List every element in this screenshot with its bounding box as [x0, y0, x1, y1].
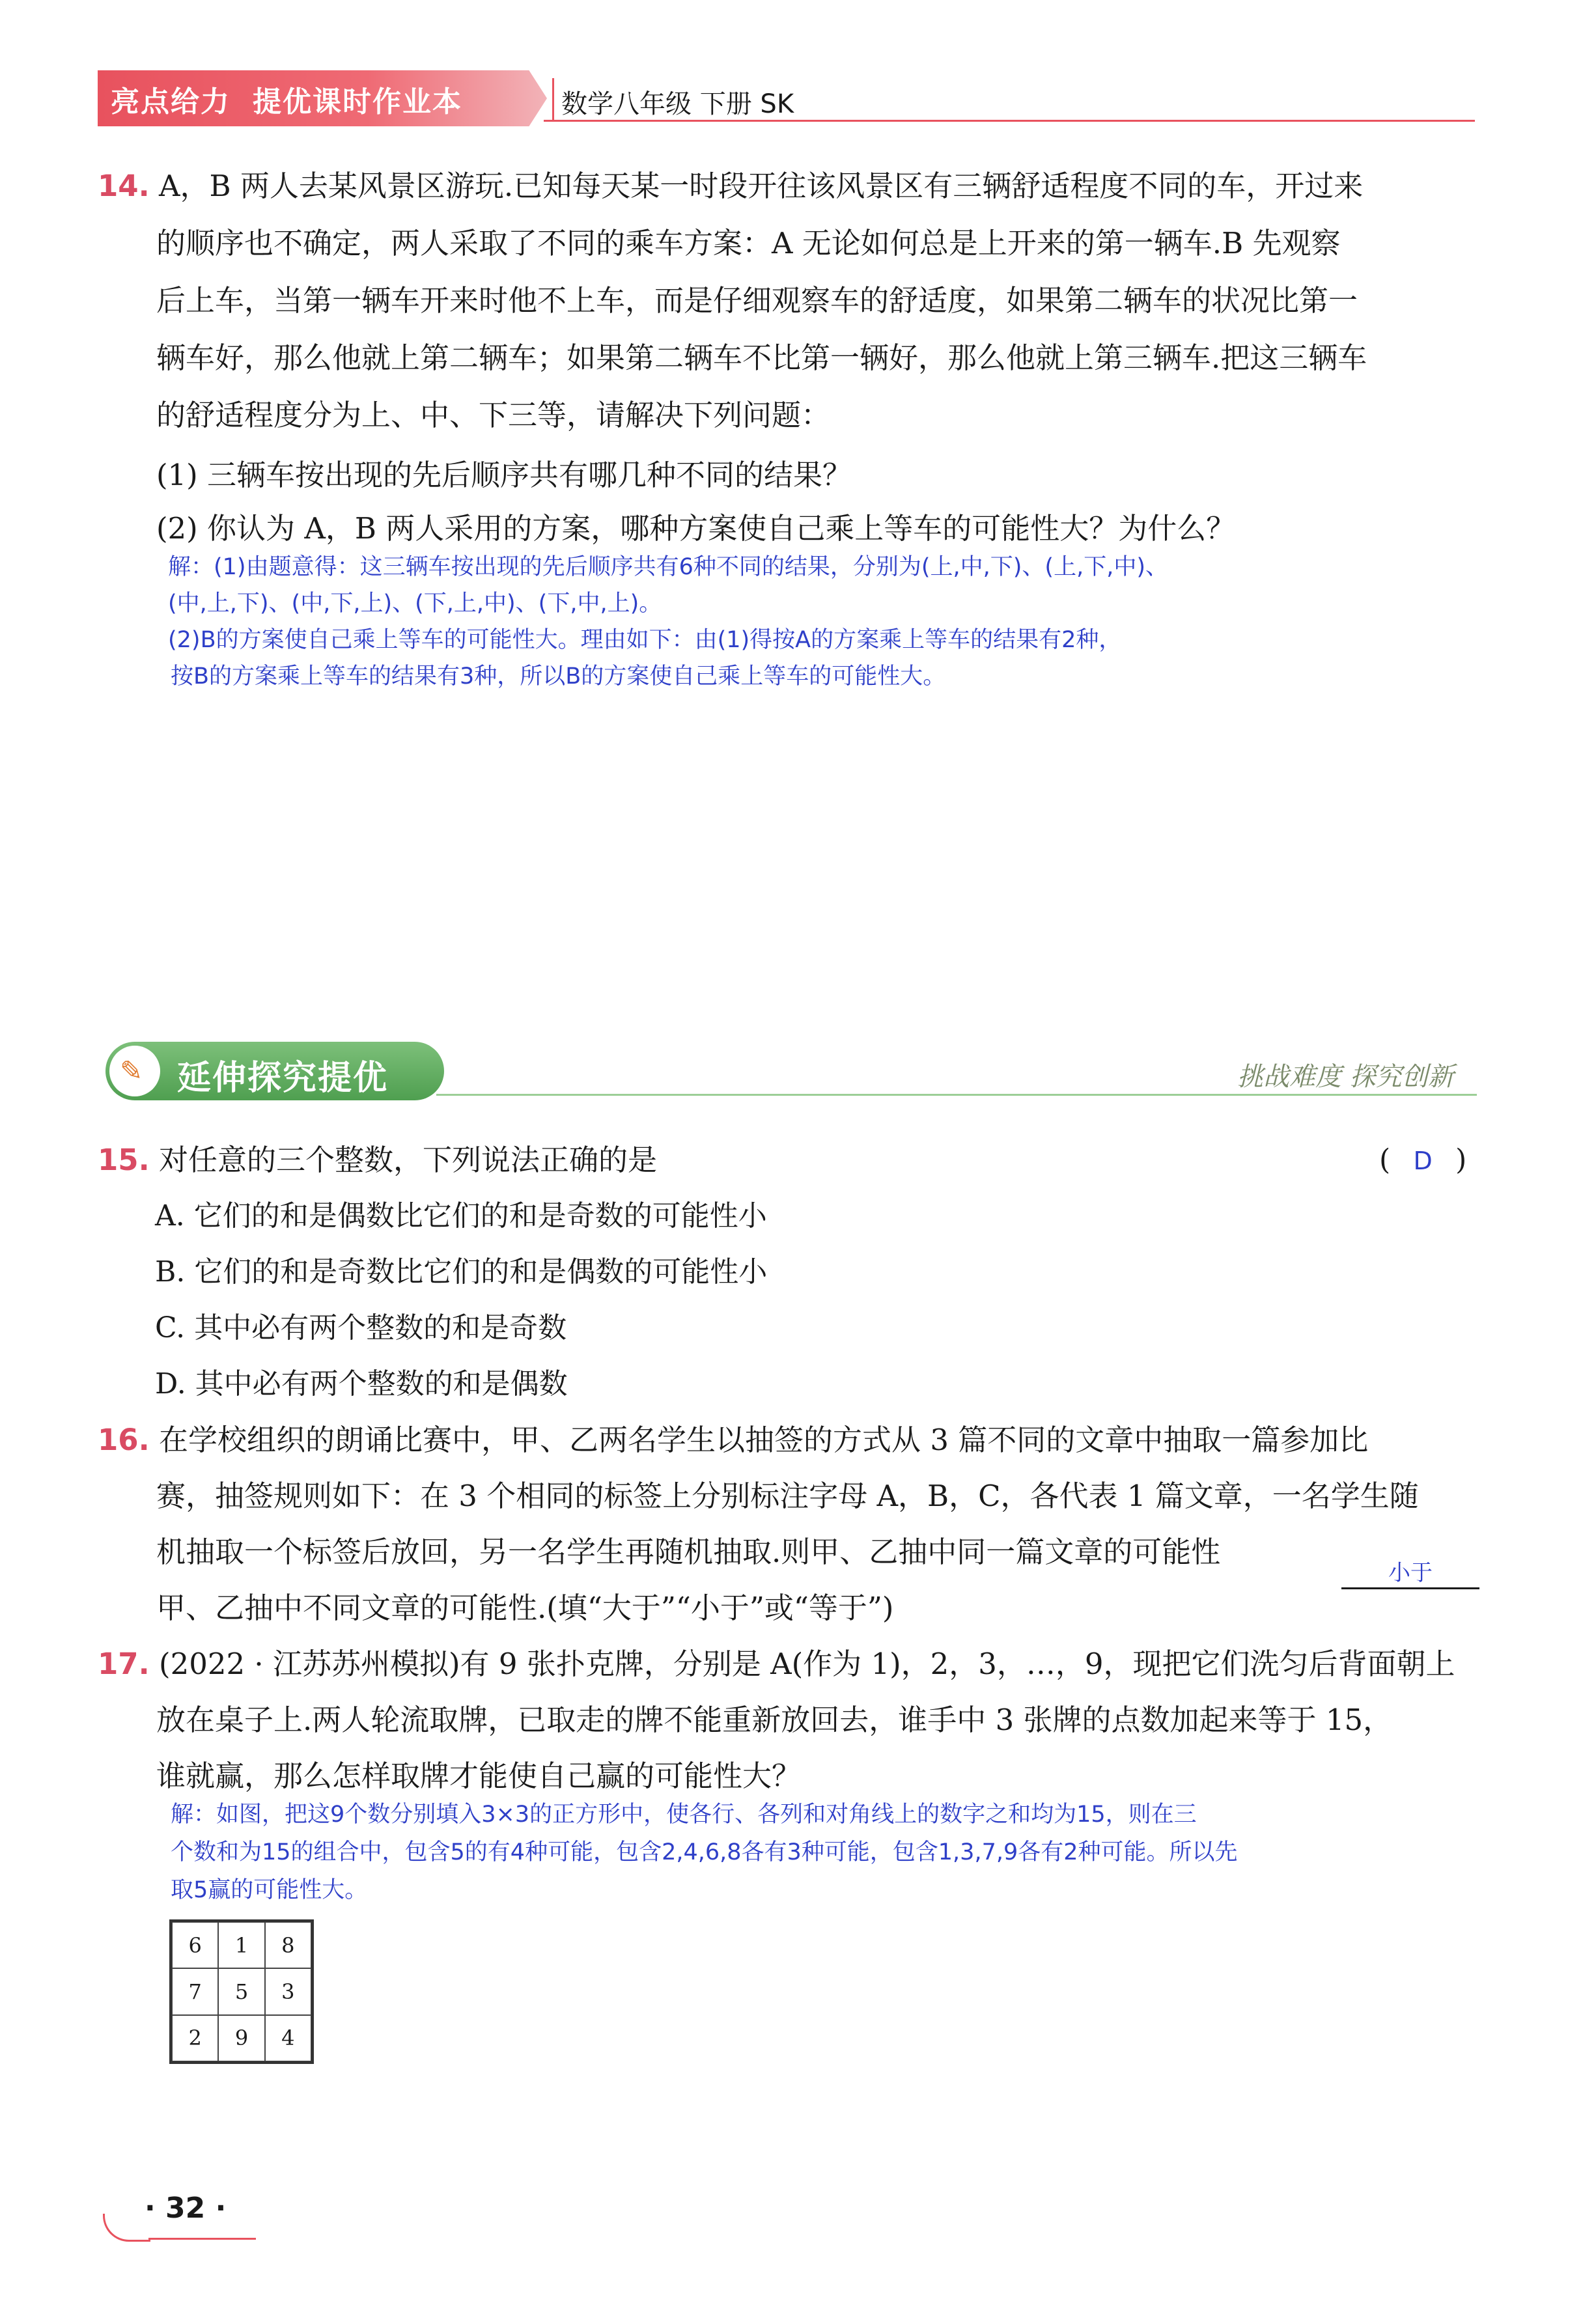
page-number: · 32 · — [145, 2192, 227, 2225]
magic-square-grid — [169, 1919, 314, 2064]
q17-line-3: 谁就赢，那么怎样取牌才能使自己赢的可能性大？ — [156, 1759, 802, 1793]
q17-answer-1: 解：如图，把这9个数分别填入3×3的正方形中，使各行、各列和对角线上的数字之和均为15，则在三 — [171, 1802, 1197, 1828]
paren-open: ( — [1379, 1143, 1391, 1177]
q17-line-2: 放在桌子上.两人轮流取牌，已取走的牌不能重新放回去，谁手中 3 张牌的点数加起来等于 15， — [156, 1703, 1393, 1737]
page-number-curve — [103, 2214, 150, 2242]
grid-cell: 3 — [265, 1968, 311, 2014]
q14-answer-3: (2)B的方案使自己乘上等车的可能性大。理由如下：由(1)得按A的方案乘上等车的结果有2种， — [168, 627, 1122, 653]
grid-cell: 4 — [265, 2015, 311, 2061]
grid-cell: 7 — [172, 1968, 218, 2014]
q16-line-4: 甲、乙抽中不同文章的可能性.(填“大于”“小于”或“等于”) — [156, 1591, 894, 1625]
paren-close: ) — [1455, 1143, 1467, 1177]
q15-stem: 对任意的三个整数，下列说法正确的是 — [159, 1143, 658, 1177]
grid-cell: 8 — [265, 1922, 311, 1968]
q17-answer-3: 取5赢的可能性大。 — [171, 1877, 368, 1903]
section-rule — [436, 1094, 1477, 1096]
q15-number: 15. — [98, 1143, 150, 1177]
grid-cell: 5 — [218, 1968, 264, 2014]
grid-cell: 6 — [172, 1922, 218, 1968]
q17-answer-2: 个数和为15的组合中，包含5的有4种可能，包含2,4,6,8各有3种可能，包含1,3,7,9各有2种可能。所以先 — [171, 1839, 1238, 1865]
q14-line-3: 后上车，当第一辆车开来时他不上车，而是仔细观察车的舒适度，如果第二辆车的状况比第一 — [156, 283, 1358, 318]
q14-line-2: 的顺序也不确定，两人采取了不同的乘车方案：A 无论如何总是上开来的第一辆车.B 先观察 — [156, 226, 1341, 260]
q14-answer-4: 按B的方案乘上等车的结果有3种，所以B的方案使自己乘上等车的可能性大。 — [171, 663, 946, 690]
section-title: 延伸探究提优 — [177, 1059, 389, 1098]
brand-left: 亮点给力 — [111, 85, 231, 118]
q14-sub1: (1) 三辆车按出现的先后顺序共有哪几种不同的结果？ — [156, 458, 852, 492]
header-divider — [552, 78, 554, 120]
q15-answer: D — [1413, 1147, 1433, 1175]
q15-stem-line — [98, 1141, 1420, 1180]
header-rule — [544, 120, 1475, 122]
q17-line-1 — [98, 1645, 1455, 1684]
q14-sub2: (2) 你认为 A，B 两人采用的方案，哪种方案使自己乘上等车的可能性大？为什么？ — [156, 511, 1236, 546]
q14-number: 14. — [98, 169, 150, 203]
q16-text: 在学校组织的朗诵比赛中，甲、乙两名学生以抽签的方式从 3 篇不同的文章中抽取一篇参加比 — [159, 1423, 1369, 1457]
book-label: 数学八年级 下册 SK — [561, 89, 794, 119]
q15-answer-paren — [1379, 1141, 1466, 1180]
section-tagline: 挑战难度 探究创新 — [1237, 1062, 1454, 1092]
q14-line-4: 辆车好，那么他就上第二辆车；如果第二辆车不比第一辆好，那么他就上第三辆车.把这三辆车 — [156, 341, 1367, 375]
q15-option-d: D. 其中必有两个整数的和是偶数 — [155, 1367, 568, 1400]
q15-option-a: A. 它们的和是偶数比它们的和是奇数的可能性小 — [155, 1199, 767, 1233]
q15-option-c: C. 其中必有两个整数的和是奇数 — [155, 1311, 567, 1345]
grid-cell: 2 — [172, 2015, 218, 2061]
header-brand — [111, 78, 462, 120]
q14-text: A，B 两人去某风景区游玩.已知每天某一时段开往该风景区有三辆舒适程度不同的车，开过来 — [159, 169, 1364, 203]
q16-number: 16. — [98, 1423, 150, 1457]
brand-right: 提优课时作业本 — [253, 85, 462, 118]
q14-line-5: 的舒适程度分为上、中、下三等，请解决下列问题： — [156, 398, 831, 432]
grid-cell: 9 — [218, 2015, 264, 2061]
q16-line-1 — [98, 1421, 1420, 1460]
q16-answer-blank — [1341, 1560, 1479, 1589]
q14-answer-1: 解：(1)由题意得：这三辆车按出现的先后顺序共有6种不同的结果，分别为(上,中,下)、(上,下,中)、 — [168, 554, 1168, 580]
q16-line-2: 赛，抽签规则如下：在 3 个相同的标签上分别标注字母 A，B，C，各代表 1 篇文章，一名学生随 — [156, 1479, 1419, 1513]
page-number-rule — [148, 2238, 256, 2240]
book-pencil-icon: ✎ — [120, 1055, 143, 1087]
q17-number: 17. — [98, 1647, 150, 1681]
q17-text: (2022 · 江苏苏州模拟)有 9 张扑克牌，分别是 A(作为 1)，2，3，…，9，现把它们洗匀后背面朝上 — [159, 1647, 1455, 1681]
q14-line-1 — [98, 167, 1420, 206]
q16-answer: 小于 — [1388, 1560, 1433, 1586]
q14-answer-2: (中,上,下)、(中,下,上)、(下,上,中)、(下,中,上)。 — [168, 591, 662, 617]
q15-option-b: B. 它们的和是奇数比它们的和是偶数的可能性小 — [155, 1255, 768, 1289]
q16-line-3: 机抽取一个标签后放回，另一名学生再随机抽取.则甲、乙抽中同一篇文章的可能性 — [156, 1535, 1221, 1569]
grid-cell: 1 — [218, 1922, 264, 1968]
